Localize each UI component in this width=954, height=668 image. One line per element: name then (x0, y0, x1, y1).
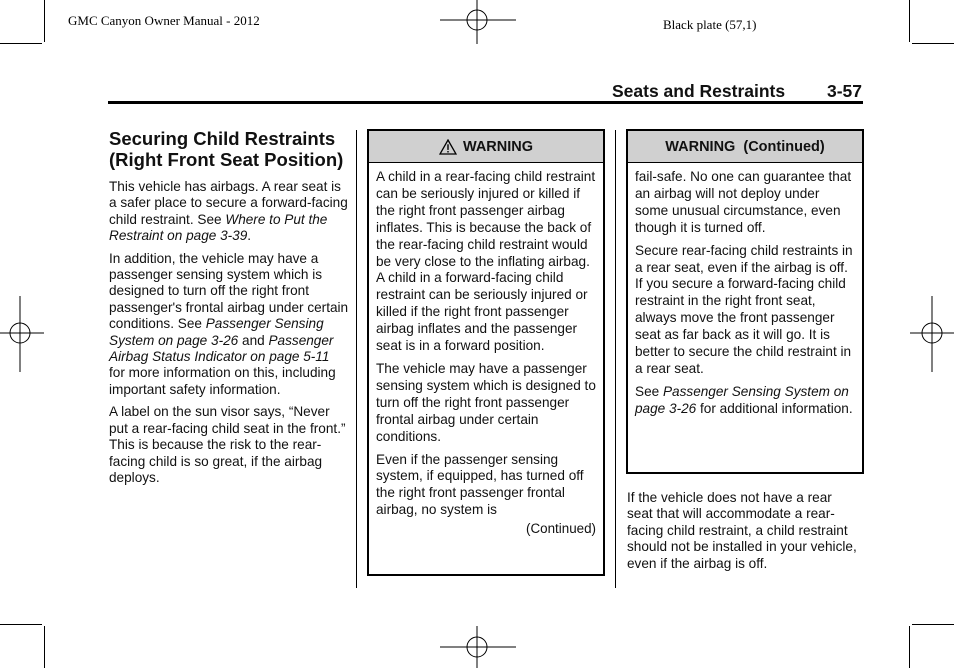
paragraph: If the vehicle does not have a rear seat that will accommodate a rear-facing child restraint, a child restraint should not be installed in your vehicle, even if the airbag is off. (627, 490, 857, 571)
cross-reference[interactable]: Where to Put the Restraint on page 3-39 (109, 211, 328, 244)
page-title: Securing Child Restraints (Right Front Seat Position) (109, 128, 344, 170)
text: . (247, 228, 252, 244)
paragraph (109, 251, 349, 399)
section-title: Seats and Restraints (612, 81, 786, 101)
header-rule (108, 101, 863, 104)
column-divider (356, 130, 357, 588)
warning-continued-header (628, 131, 862, 163)
warning-continued-body (628, 163, 862, 418)
plate-label: Black plate (57,1) (663, 17, 757, 32)
warning-heading: WARNING (462, 138, 534, 155)
paragraph: The vehicle may have a passenger sensing system which is designed to turn off the right front passenger frontal airbag under certain conditions. (376, 360, 596, 444)
manual-title: GMC Canyon Owner Manual - 2012 (68, 13, 260, 28)
cross-reference[interactable]: Passenger Sensing System on page 3-26 (109, 316, 324, 348)
text: This vehicle has airbags. A rear seat is a safer place to secure a forward-facing child restraint. See (109, 179, 348, 227)
paragraph (109, 179, 349, 245)
column-1-body (109, 179, 349, 486)
registration-target-top (440, 0, 516, 44)
warning-continued-heading: WARNING (Continued) (665, 138, 825, 155)
warning-box (367, 129, 605, 576)
paragraph: A child in a rear-facing child restraint can be seriously injured or killed if the right front passenger airbag inflates. This is because the back of the rear-facing child restraint would be very close to the inflating airbag. A child in a forward-facing child restraint can be seriously injured or killed if the right front passenger airbag inflates and the passenger seat is in a forward position. (376, 169, 596, 354)
text: for additional information. (696, 400, 853, 416)
warning-triangle-icon (439, 139, 457, 155)
text: In addition, the vehicle may have a passenger sensing system which is designed to turn off the right front passenger's frontal airbag under certain conditions. See (109, 250, 349, 332)
registration-target-left (0, 296, 44, 372)
cross-reference[interactable]: Passenger Airbag Status Indicator on page 5-11 (109, 332, 334, 365)
paragraph (635, 384, 855, 418)
paragraph: fail-safe. No one can guarantee that an airbag will not deploy under some unusual circumstance, even though it is turned off. (635, 169, 852, 235)
paragraph: Secure rear-facing child restraints in a rear seat, even if the airbag is off. If you secure a forward-facing child restraint in the right front seat, always move the front passenger seat as far back as it will go. It is better to secure the child restraint in a rear seat. (635, 242, 853, 376)
continued-label: (Continued) (526, 521, 596, 537)
paragraph: Even if the passenger sensing system, if equipped, has turned off the right front passenger frontal airbag, no system is (376, 451, 584, 518)
warning-continued-box (626, 129, 864, 474)
page-number: 3-57 (827, 81, 863, 101)
registration-target-right (910, 296, 954, 372)
paragraph: A label on the sun visor says, “Never put a rear-facing child seat in the front.” This is because the risk to the rear-facing child is so great, if the airbag deploys. (109, 404, 346, 485)
text: for more information on this, including important safety information. (109, 365, 336, 397)
column-divider (615, 130, 616, 588)
registration-target-bottom (440, 626, 516, 668)
warning-header (369, 131, 603, 163)
column-3-body (627, 490, 857, 578)
warning-body (369, 163, 603, 538)
cross-reference[interactable]: Passenger Sensing System on page 3-26 (635, 383, 849, 416)
text: and (238, 332, 269, 348)
text: See (635, 383, 663, 399)
column-1 (109, 128, 349, 492)
